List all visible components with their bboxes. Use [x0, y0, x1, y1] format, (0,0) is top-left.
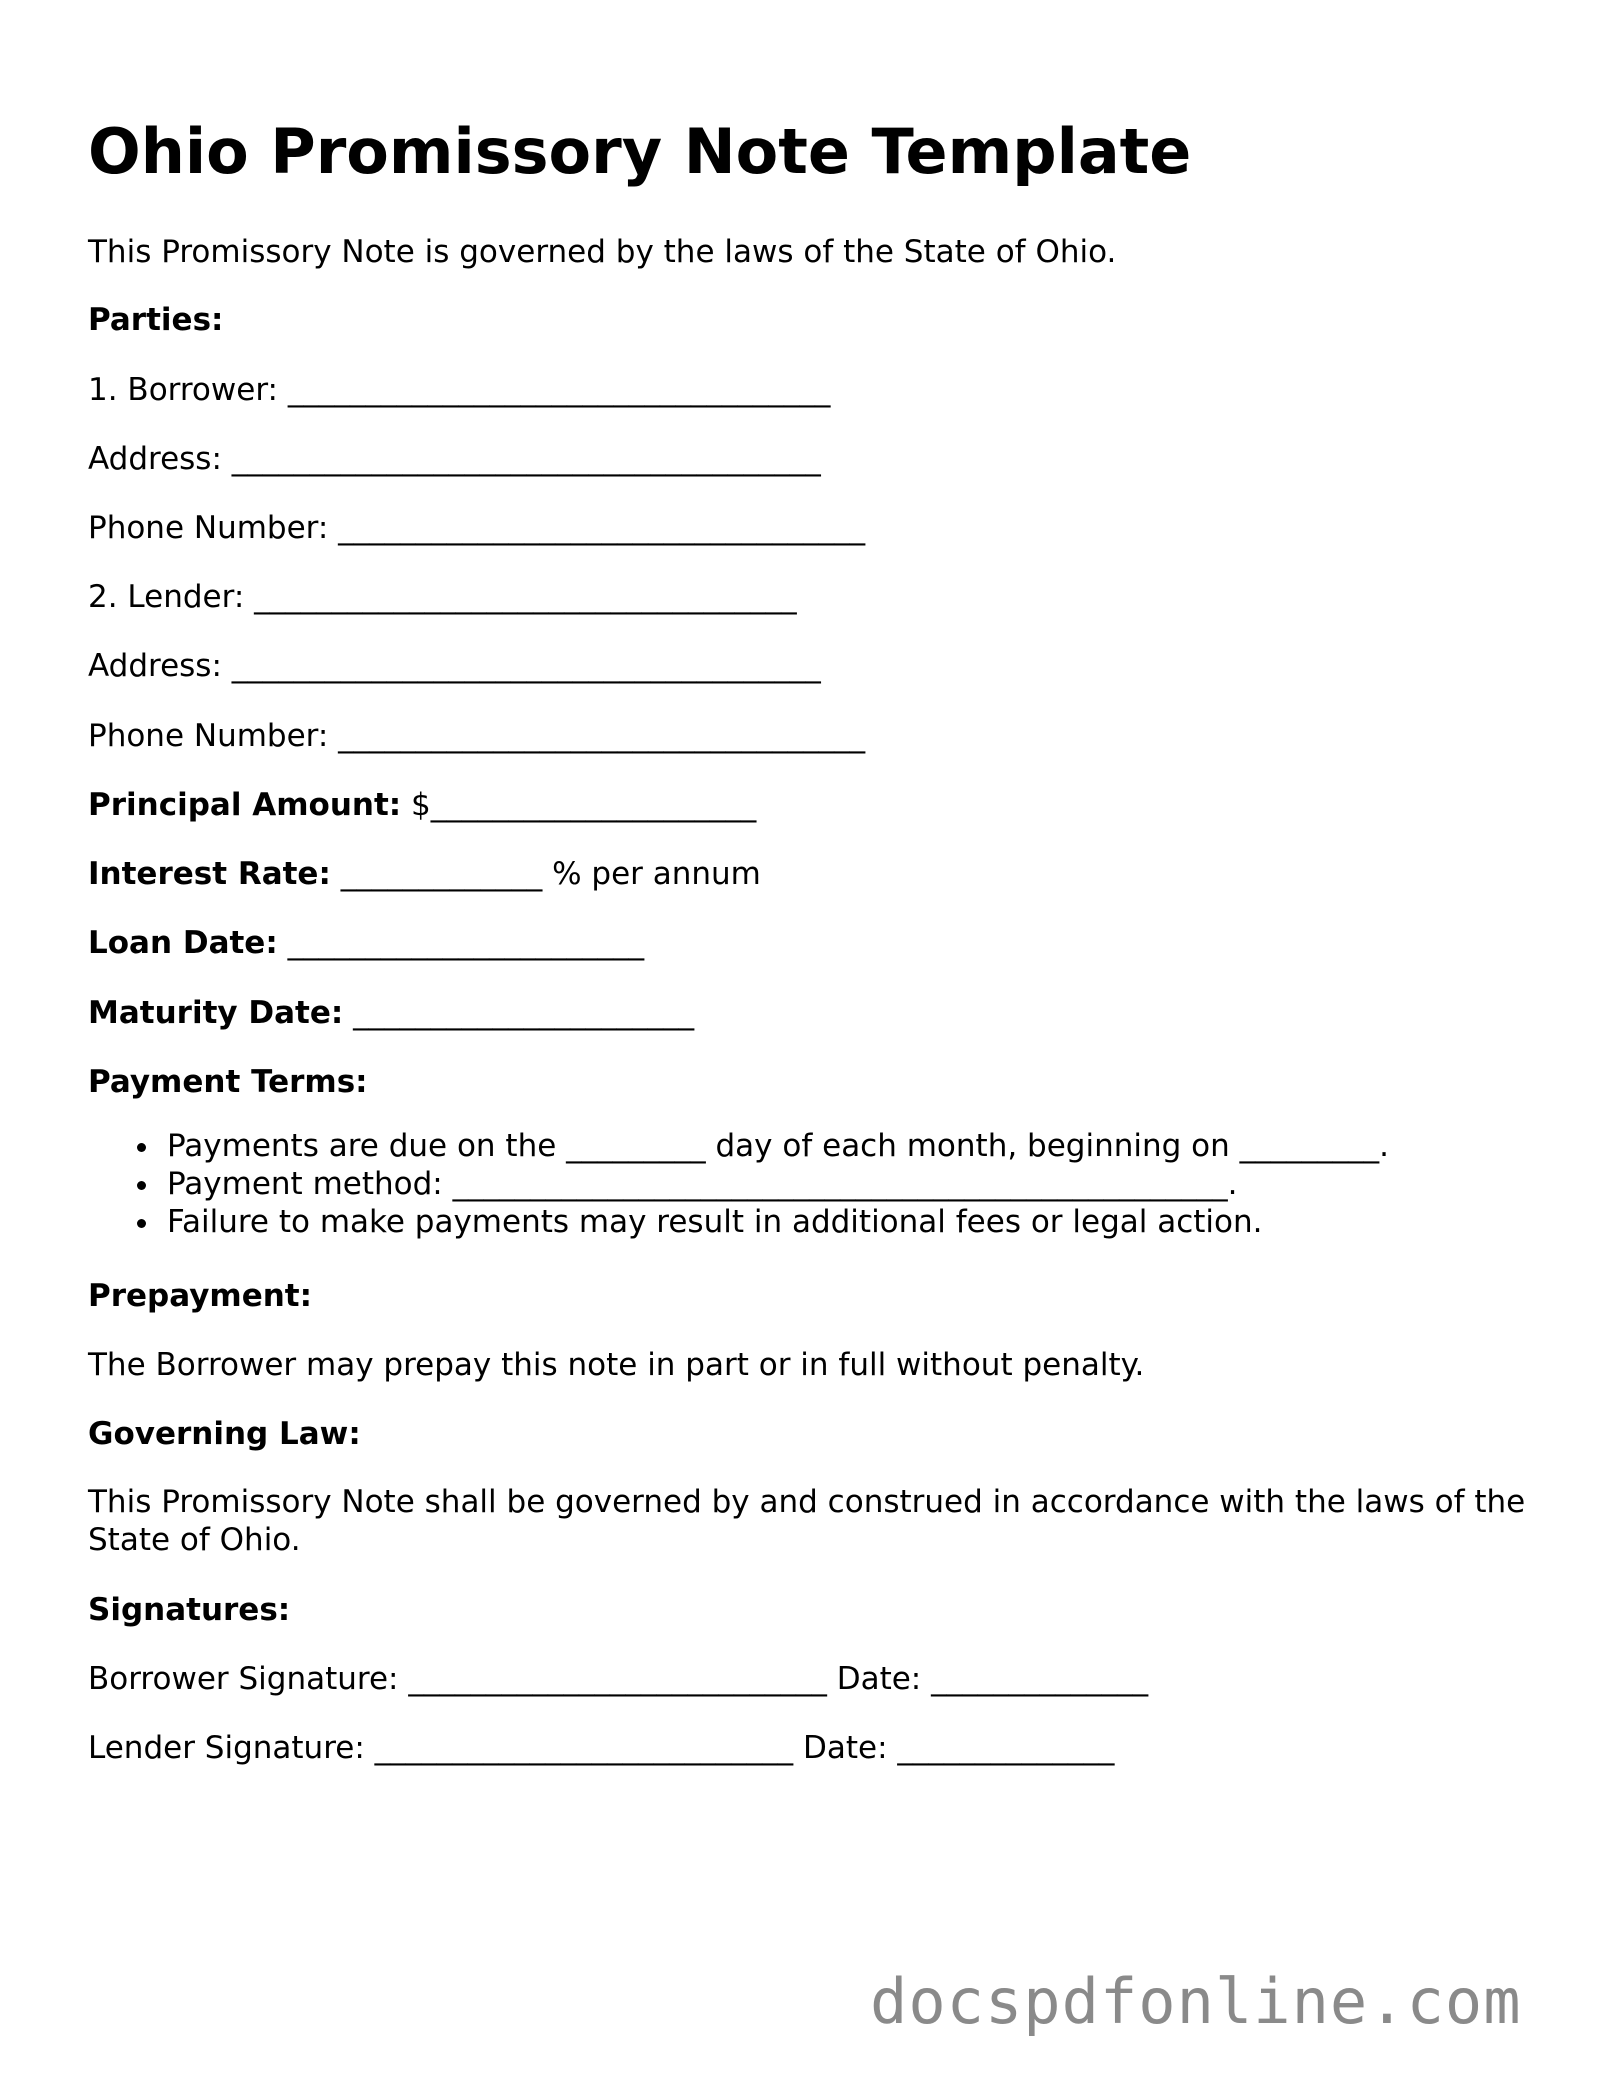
list-item: Payments are due on the _________ day of each month, beginning on _________. — [88, 1127, 1389, 1165]
maturity-date-blank[interactable]: ______________________ — [353, 995, 695, 1031]
borrower-phone-label: Phone Number: — [88, 510, 329, 546]
loan-date-label: Loan Date: — [88, 925, 278, 961]
borrower-signature-blank[interactable]: ___________________________ — [408, 1661, 827, 1697]
lender-date-blank[interactable]: ______________ — [897, 1730, 1115, 1766]
lender-signature-label: Lender Signature: — [88, 1730, 365, 1766]
parties-heading: Parties: — [88, 302, 224, 338]
lender-label: 2. Lender: — [88, 579, 245, 615]
prepayment-text: The Borrower may prepay this note in part or in full without penalty. — [88, 1347, 1145, 1383]
payment-terms-heading: Payment Terms: — [88, 1064, 368, 1100]
signatures-heading: Signatures: — [88, 1592, 291, 1628]
lender-field — [88, 577, 797, 617]
interest-blank[interactable]: _____________ — [340, 856, 543, 892]
borrower-blank[interactable]: ___________________________________ — [287, 372, 831, 408]
list-item: Failure to make payments may result in additional fees or legal action. — [88, 1203, 1389, 1241]
lender-phone-label: Phone Number: — [88, 718, 329, 754]
interest-field — [88, 854, 761, 894]
borrower-address-field — [88, 439, 821, 479]
lender-address-field — [88, 646, 821, 686]
maturity-date-field — [88, 993, 694, 1033]
borrower-address-label: Address: — [88, 441, 222, 477]
lender-phone-field — [88, 716, 865, 756]
lender-phone-blank[interactable]: __________________________________ — [338, 718, 866, 754]
lender-address-label: Address: — [88, 648, 222, 684]
governing-law-heading: Governing Law: — [88, 1416, 361, 1452]
loan-date-blank[interactable]: _______________________ — [287, 925, 645, 961]
borrower-address-blank[interactable]: ______________________________________ — [231, 441, 821, 477]
list-item: Payment method: __________________________________________________. — [88, 1165, 1389, 1203]
watermark: docspdfonline.com — [870, 1965, 1522, 2038]
page-title: Ohio Promissory Note Template — [88, 115, 1192, 188]
lender-date-label: Date: — [803, 1730, 888, 1766]
borrower-date-label: Date: — [836, 1661, 922, 1697]
lender-address-blank[interactable]: ______________________________________ — [231, 648, 821, 684]
maturity-date-label: Maturity Date: — [88, 995, 344, 1031]
governing-law-text: This Promissory Note shall be governed by and construed in accordance with the laws of the State of Ohio. — [88, 1484, 1526, 1558]
interest-label: Interest Rate: — [88, 856, 331, 892]
borrower-phone-blank[interactable]: __________________________________ — [338, 510, 866, 546]
loan-date-field — [88, 923, 644, 963]
intro-text: This Promissory Note is governed by the laws of the State of Ohio. — [88, 234, 1117, 270]
prepayment-heading: Prepayment: — [88, 1278, 313, 1314]
interest-suffix: % per annum — [552, 856, 761, 892]
principal-field — [88, 785, 756, 825]
principal-blank[interactable]: $_____________________ — [411, 787, 757, 823]
lender-signature-blank[interactable]: ___________________________ — [374, 1730, 794, 1766]
borrower-field — [88, 370, 830, 410]
borrower-phone-field — [88, 508, 865, 548]
borrower-date-blank[interactable]: ______________ — [931, 1661, 1149, 1697]
principal-label: Principal Amount: — [88, 787, 402, 823]
borrower-signature-label: Borrower Signature: — [88, 1661, 399, 1697]
lender-blank[interactable]: ___________________________________ — [254, 579, 797, 615]
borrower-signature-field — [88, 1659, 1148, 1699]
lender-signature-field — [88, 1728, 1114, 1768]
borrower-label: 1. Borrower: — [88, 372, 278, 408]
payment-terms-list — [88, 1127, 1389, 1241]
